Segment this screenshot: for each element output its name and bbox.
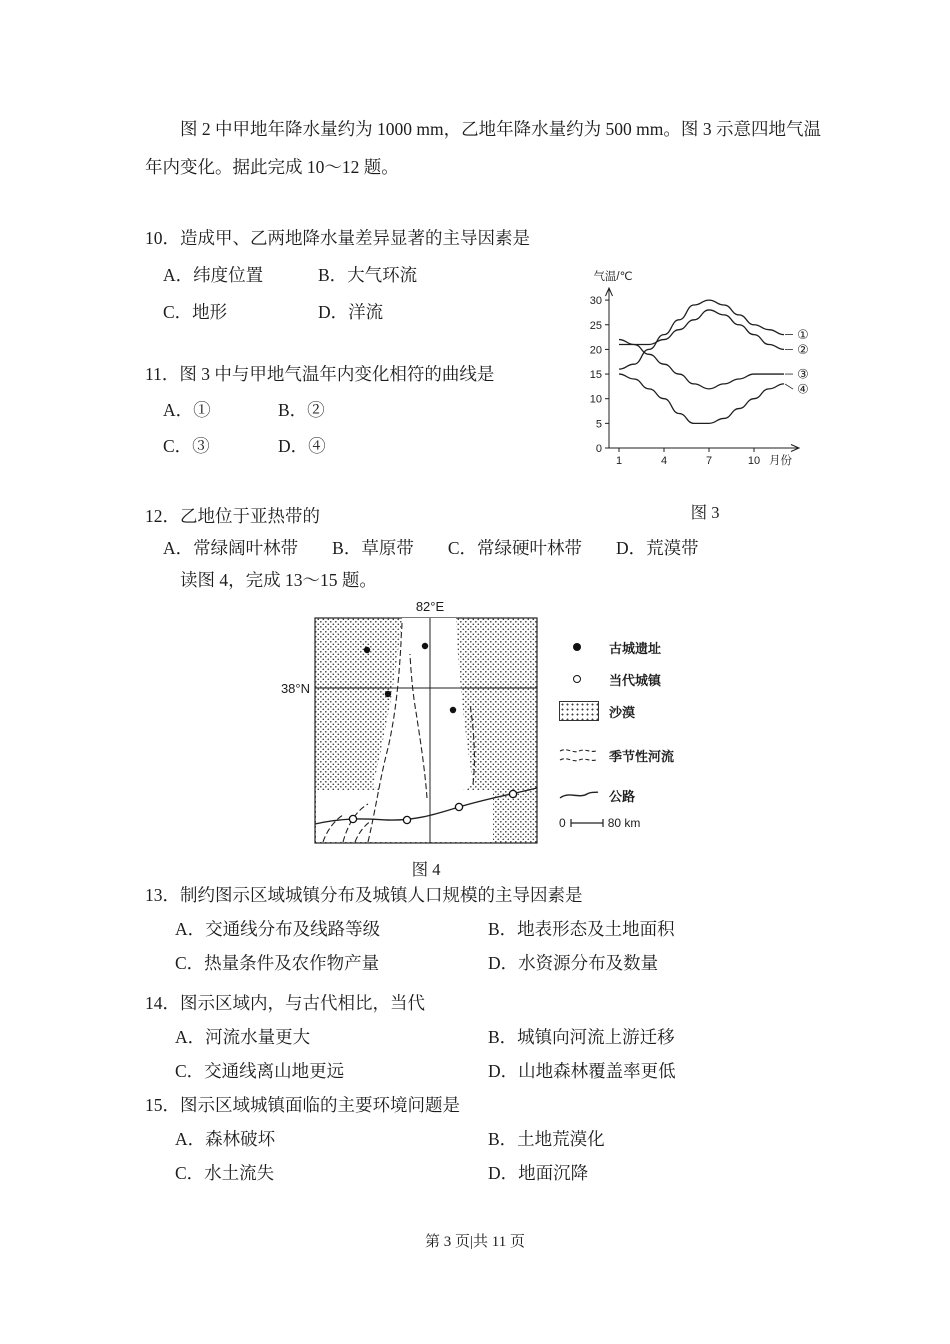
desert-icon [559,701,599,721]
svg-text:1: 1 [615,455,623,467]
figure-3 [575,268,835,523]
scale-start-label: 0 [559,816,566,830]
legend-item-ancient-city [559,636,661,658]
option-c: C．热量条件及农作物产量 [175,953,380,973]
legend-label: 当代城镇 [609,672,662,688]
option-a: A．纬度位置 [163,265,264,285]
ancient-city-site [422,643,428,649]
scale-bar [570,818,604,828]
question-15-stem [145,1088,835,1122]
svg-text:②: ② [797,342,809,358]
page-footer: 第 3 页|共 11 页 [425,1234,525,1250]
legend-item-road [559,784,635,806]
legend-item-seasonal-river [559,744,674,766]
svg-text:①: ① [797,327,809,343]
latitude-label: 38°N [280,681,310,696]
question-14-stem [145,986,835,1020]
scale-end-label: 80 km [607,816,641,830]
svg-text:4: 4 [660,455,668,467]
question-number: 15． [145,1095,180,1115]
question-text: 图 3 中与甲地气温年内变化相符的曲线是 [179,364,495,384]
svg-text:月份: 月份 [769,455,792,467]
option-c: C．水土流失 [175,1163,275,1183]
svg-text:25: 25 [589,319,602,332]
seasonal-river-icon [559,745,599,765]
question-13 [145,878,835,980]
legend-label: 沙漠 [609,704,636,720]
option-d: D．地面沉降 [488,1163,589,1183]
svg-text:5: 5 [595,418,602,431]
ancient-city-site [385,691,391,697]
option-b: B．土地荒漠化 [488,1129,605,1149]
option-a: A．常绿阔叶林带 [163,538,299,558]
option-a: A．交通线分布及线路等级 [175,919,381,939]
question-text: 图示区域内，与古代相比，当代 [180,993,425,1013]
option-d: D．水资源分布及数量 [488,953,659,973]
option-d: D．洋流 [318,302,384,322]
svg-text:7: 7 [705,455,713,467]
question-number: 11． [145,364,180,384]
svg-text:气温/℃: 气温/℃ [593,271,633,283]
option-b: B．草原带 [332,538,414,558]
option-b: B．大气环流 [318,265,418,285]
question-number: 10． [145,228,180,248]
read-fig4-instruction: 读图 4，完成 13～15 题。 [180,570,377,590]
svg-text:10: 10 [589,393,602,406]
svg-text:30: 30 [589,295,602,308]
figure-3-caption: 图 3 [690,503,720,522]
question-10-stem [145,220,835,257]
svg-text:10: 10 [747,455,761,467]
option-b: B．地表形态及土地面积 [488,919,675,939]
option-a: A．河流水量更大 [175,1027,311,1047]
question-number: 12． [145,506,180,526]
svg-text:20: 20 [589,344,602,357]
svg-text:③: ③ [797,366,809,382]
temperature-chart [575,268,835,468]
longitude-label: 82°E [415,599,445,614]
question-text: 造成甲、乙两地降水量差异显著的主导因素是 [180,228,530,248]
ancient-city-site [450,707,456,713]
question-text: 图示区域城镇面临的主要环境问题是 [180,1095,460,1115]
modern-town-icon [559,675,599,683]
region-map [267,598,552,856]
legend-item-desert [559,700,635,722]
svg-text:④: ④ [797,381,809,397]
option-d: D．山地森林覆盖率更低 [488,1061,676,1081]
map-scale [559,812,640,834]
modern-town [349,815,356,822]
question-number: 13． [145,885,180,905]
question-number: 14． [145,993,180,1013]
svg-text:15: 15 [589,369,602,382]
road-icon [559,788,599,802]
option-d: D．荒漠带 [616,538,699,558]
question-text: 乙地位于亚热带的 [180,506,320,526]
option-b: B．② [278,400,325,420]
figure-4-caption: 图 4 [411,860,441,879]
option-c: C．交通线离山地更远 [175,1061,345,1081]
ancient-city-icon [559,643,599,651]
modern-town [455,803,462,810]
legend-label: 古城遗址 [609,640,662,656]
option-c: C．地形 [163,302,228,322]
question-12-options [145,532,835,564]
svg-text:0: 0 [595,443,602,455]
question-15 [145,1088,835,1190]
question-13-stem [145,878,835,912]
option-a: A．① [163,400,211,420]
option-c: C．③ [163,436,210,456]
question-14 [145,986,835,1088]
option-c: C．常绿硬叶林带 [447,538,582,558]
legend-label: 季节性河流 [609,748,675,764]
modern-town [403,816,410,823]
ancient-city-site [364,647,370,653]
option-d: D．④ [278,436,326,456]
figure-4 [267,598,675,888]
intro-paragraph: 图 2 中甲地年降水量约为 1000 mm，乙地年降水量约为 500 mm。图 3 示意四地气温年内变化。据此完成 10～12 题。 [145,119,821,177]
legend-label: 公路 [609,788,636,804]
option-a: A．森林破坏 [175,1129,276,1149]
question-text: 制约图示区域城镇分布及城镇人口规模的主导因素是 [180,885,583,905]
modern-town [509,790,516,797]
legend-item-modern-town [559,668,661,690]
option-b: B．城镇向河流上游迁移 [488,1027,675,1047]
